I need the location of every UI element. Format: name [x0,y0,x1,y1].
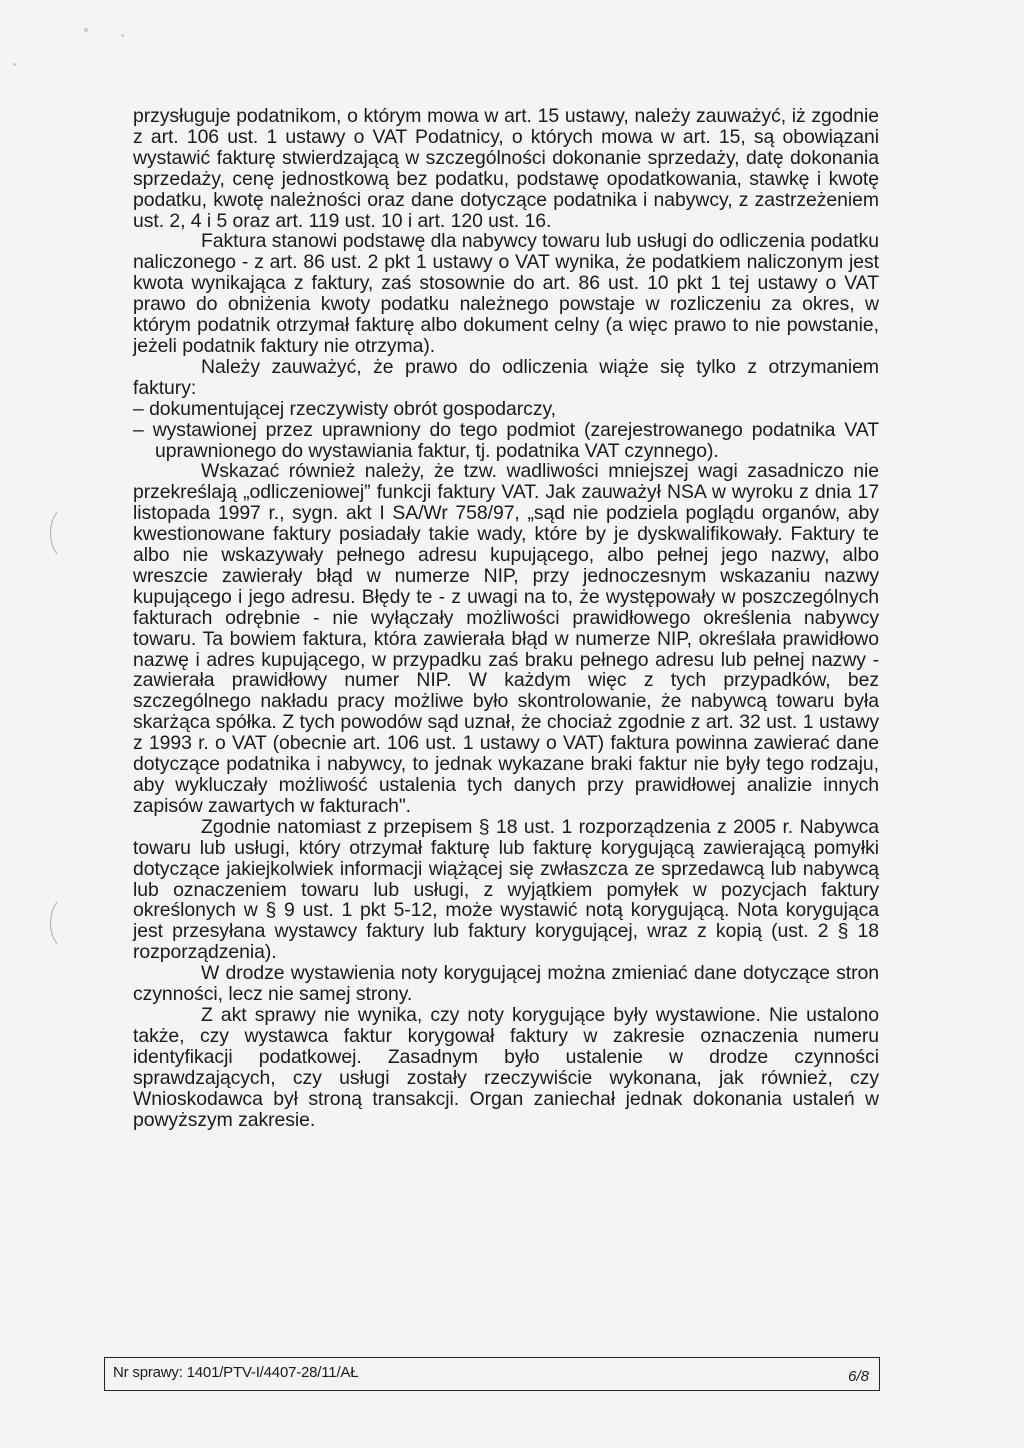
page-number: 6/8 [848,1368,869,1385]
scan-speck [121,34,124,37]
paragraph: W drodze wystawienia noty korygującej można zmieniać dane dotyczące stron czynności, lecz nie samej strony. [133,962,879,1006]
document-body [133,106,879,1130]
scan-speck [84,28,88,32]
paragraph: Wskazać również należy, że tzw. wadliwości mniejszej wagi zasadniczo nie przekreślają „odliczeniowej” funkcji faktury VAT. Jak zauważył NSA w wyroku z dnia 17 listopada 1997 r., sygn. akt I SA/Wr 758/97, „sąd nie podziela poglądu organów, aby kwestionowane faktury posiadały takie wady, które by je dyskwalifikowały. Faktury te albo nie wskazywały pełnego adresu kupującego, albo pełnej jego nazwy, albo wreszcie zawierały błąd w numerze NIP, przy jednoczesnym wskazaniu nazwy kupującego i jego adresu. Błędy te - z uwagi na to, że występowały w poszczególnych fakturach odrębnie - nie wyłączały możliwości prawidłowego określenia nabywcy towaru. Ta bowiem faktura, która zawierała błąd w numerze NIP, określała prawidłowo nazwę i adres kupującego, w przypadku zaś braku pełnego adresu lub pełnej nazwy - zawierała prawidłowy numer NIP. W każdym więc z tych przypadków, bez szczególnego nakładu pracy możliwe było skontrolowanie, że nabywcą towaru była skarżąca spółka. Z tych powodów sąd uznał, że chociaż zgodnie z art. 32 ust. 1 ustawy z 1993 r. o VAT (obecnie art. 106 ust. 1 ustawy o VAT) faktura powinna zawierać dane dotyczące podatnika i nabywcy, to jednak wykazane braki faktur nie były tego rodzaju, aby wykluczały możliwość ustalenia tych danych przy prawidłowej analizie innych zapisów zawartych w fakturach". [133,460,879,817]
list-item: – wystawionej przez uprawniony do tego podmiot (zarejestrowanego podatnika VAT uprawnionego do wystawiania faktur, tj. podatnika VAT czynnego). [133,418,879,462]
list-item: – dokumentującej rzeczywisty obrót gospodarczy, [133,397,557,420]
scan-speck [13,63,16,66]
paragraph: Należy zauważyć, że prawo do odliczenia wiąże się tylko z otrzymaniem faktury: [133,355,879,399]
case-number: Nr sprawy: 1401/PTV-I/4407-28/11/AŁ [113,1364,359,1381]
footer-case-box [104,1357,880,1391]
paragraph: Zgodnie natomiast z przepisem § 18 ust. 1 rozporządzenia z 2005 r. Nabywca towaru lub usługi, który otrzymał fakturę lub fakturę korygującą zawierającą pomyłki dotyczące jakiejkolwiek informacji wiążącej się zwłaszcza ze sprzedawcą lub nabywcą lub oznaczeniem towaru lub usługi, z wyjątkiem pomyłek w pozycjach faktury określonych w § 9 ust. 1 pkt 5-12, może wystawić notą korygującą. Nota korygująca jest przesyłana wystawcy faktury lub faktury korygującej, wraz z kopią (ust. 2 § 18 rozporządzenia). [133,815,879,964]
paragraph: Faktura stanowi podstawę dla nabywcy towaru lub usługi do odliczenia podatku naliczonego - z art. 86 ust. 2 pkt 1 ustawy o VAT wynika, że podatkiem naliczonym jest kwota wynikająca z faktury, zaś stosownie do art. 86 ust. 10 pkt 1 tej ustawy o VAT prawo do obniżenia kwoty podatku należnego powstaje w rozliczeniu za okres, w którym podatnik otrzymał fakturę albo dokument celny (a więc prawo to nie powstanie, jeżeli podatnik faktury nie otrzyma). [133,230,879,357]
paragraph: przysługuje podatnikom, o którym mowa w art. 15 ustawy, należy zauważyć, iż zgodnie z art. 106 ust. 1 ustawy o VAT Podatnicy, o których mowa w art. 15, są obowiązani wystawić fakturę stwierdzającą w szczególności dokonanie sprzedaży, datę dokonania sprzedaży, cenę jednostkową bez podatku, podstawę opodatkowania, stawkę i kwotę podatku, kwotę należności oraz dane dotyczące podatnika i nabywcy, z zastrzeżeniem ust. 2, 4 i 5 oraz art. 119 ust. 10 i art. 120 ust. 16. [133,105,879,232]
paragraph: Z akt sprawy nie wynika, czy noty korygujące były wystawione. Nie ustalono także, czy wystawca faktur korygował faktury w zakresie oznaczenia numeru identyfikacji podatkowej. Zasadnym było ustalenie w drodze czynności sprawdzających, czy usługi zostały rzeczywiście wykonana, jak również, czy Wnioskodawca był stroną transakcji. Organ zaniechał jednak dokonania ustaleń w powyższym zakresie. [133,1003,879,1131]
binder-hole-shadow [50,505,88,561]
binder-hole-shadow [50,895,88,951]
